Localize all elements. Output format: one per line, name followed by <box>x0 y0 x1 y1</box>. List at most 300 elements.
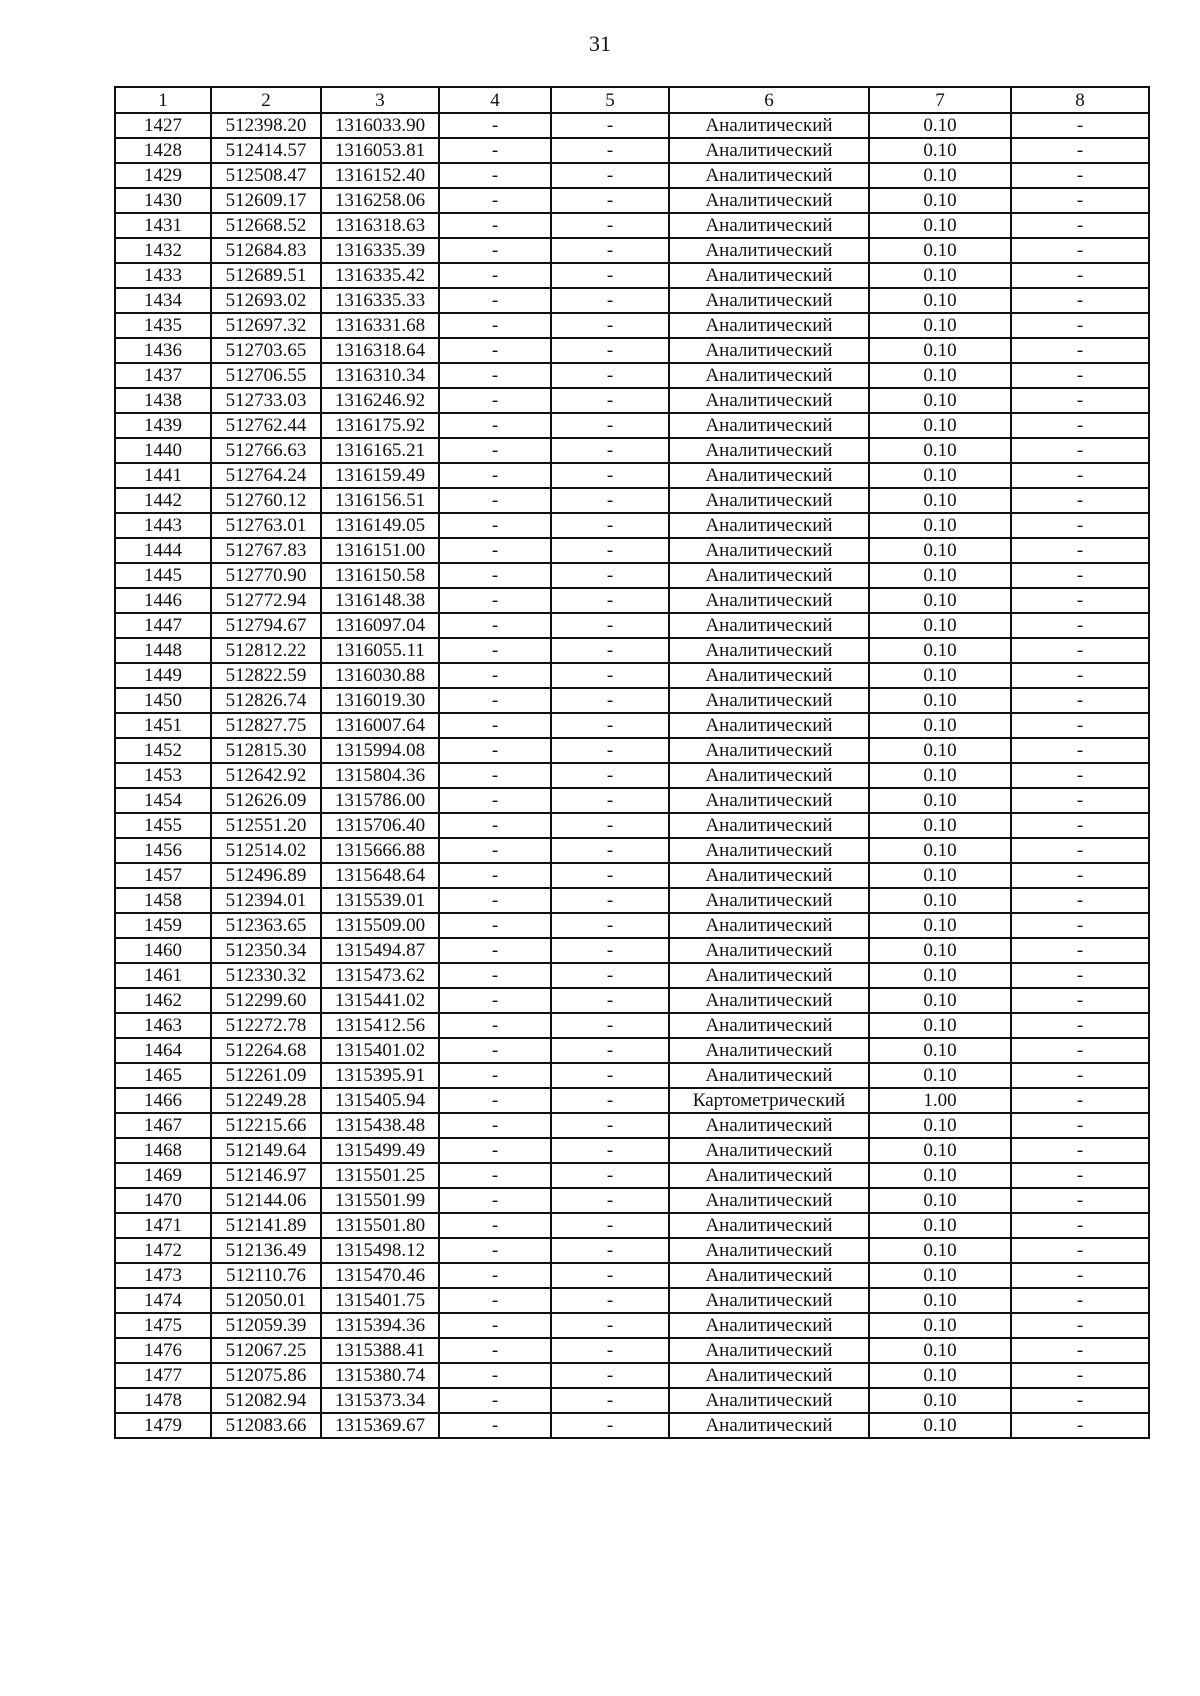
cell-point-number: 1473 <box>115 1263 211 1288</box>
table-row <box>115 1188 1149 1213</box>
cell-coordinate-x: 512693.02 <box>211 288 321 313</box>
table-row <box>115 1013 1149 1038</box>
cell-accuracy: 0.10 <box>869 588 1011 613</box>
cell-method: Аналитический <box>669 1413 869 1438</box>
table-row <box>115 1213 1149 1238</box>
cell-point-number: 1443 <box>115 513 211 538</box>
cell-point-number: 1430 <box>115 188 211 213</box>
cell-col-5: - <box>551 238 669 263</box>
cell-col-8: - <box>1011 538 1149 563</box>
cell-method: Аналитический <box>669 1038 869 1063</box>
table-row <box>115 138 1149 163</box>
cell-point-number: 1474 <box>115 1288 211 1313</box>
cell-col-5: - <box>551 138 669 163</box>
cell-point-number: 1452 <box>115 738 211 763</box>
table-row <box>115 988 1149 1013</box>
cell-accuracy: 0.10 <box>869 1063 1011 1088</box>
cell-col-4: - <box>439 1213 551 1238</box>
cell-accuracy: 0.10 <box>869 1188 1011 1213</box>
cell-point-number: 1462 <box>115 988 211 1013</box>
cell-coordinate-y: 1315499.49 <box>321 1138 439 1163</box>
cell-accuracy: 0.10 <box>869 713 1011 738</box>
cell-method: Аналитический <box>669 863 869 888</box>
cell-col-4: - <box>439 1313 551 1338</box>
cell-point-number: 1448 <box>115 638 211 663</box>
cell-coordinate-y: 1316055.11 <box>321 638 439 663</box>
cell-accuracy: 0.10 <box>869 263 1011 288</box>
cell-col-5: - <box>551 213 669 238</box>
cell-coordinate-x: 512496.89 <box>211 863 321 888</box>
cell-accuracy: 0.10 <box>869 438 1011 463</box>
cell-coordinate-x: 512075.86 <box>211 1363 321 1388</box>
cell-accuracy: 0.10 <box>869 313 1011 338</box>
cell-point-number: 1475 <box>115 1313 211 1338</box>
cell-accuracy: 0.10 <box>869 913 1011 938</box>
cell-col-4: - <box>439 513 551 538</box>
cell-col-4: - <box>439 488 551 513</box>
cell-method: Аналитический <box>669 1163 869 1188</box>
cell-accuracy: 0.10 <box>869 563 1011 588</box>
table-row <box>115 1263 1149 1288</box>
cell-coordinate-y: 1315373.34 <box>321 1388 439 1413</box>
cell-coordinate-x: 512261.09 <box>211 1063 321 1088</box>
cell-point-number: 1435 <box>115 313 211 338</box>
cell-col-4: - <box>439 1413 551 1438</box>
cell-coordinate-x: 512763.01 <box>211 513 321 538</box>
cell-col-4: - <box>439 1288 551 1313</box>
cell-accuracy: 0.10 <box>869 1338 1011 1363</box>
cell-method: Аналитический <box>669 188 869 213</box>
cell-method: Аналитический <box>669 1063 869 1088</box>
cell-accuracy: 0.10 <box>869 838 1011 863</box>
table-row <box>115 113 1149 138</box>
cell-col-8: - <box>1011 588 1149 613</box>
cell-col-5: - <box>551 1388 669 1413</box>
cell-method: Аналитический <box>669 1188 869 1213</box>
cell-col-5: - <box>551 713 669 738</box>
cell-col-5: - <box>551 1113 669 1138</box>
cell-col-4: - <box>439 1263 551 1288</box>
cell-point-number: 1445 <box>115 563 211 588</box>
table-row <box>115 1388 1149 1413</box>
cell-coordinate-y: 1315470.46 <box>321 1263 439 1288</box>
cell-accuracy: 0.10 <box>869 363 1011 388</box>
cell-col-8: - <box>1011 488 1149 513</box>
cell-method: Аналитический <box>669 763 869 788</box>
cell-col-5: - <box>551 538 669 563</box>
cell-method: Аналитический <box>669 1338 869 1363</box>
cell-method: Аналитический <box>669 388 869 413</box>
cell-accuracy: 0.10 <box>869 138 1011 163</box>
cell-coordinate-y: 1315395.91 <box>321 1063 439 1088</box>
cell-coordinate-y: 1315539.01 <box>321 888 439 913</box>
cell-coordinate-x: 512264.68 <box>211 1038 321 1063</box>
cell-accuracy: 0.10 <box>869 1413 1011 1438</box>
cell-col-4: - <box>439 1338 551 1363</box>
cell-col-4: - <box>439 213 551 238</box>
cell-method: Аналитический <box>669 888 869 913</box>
table-row <box>115 763 1149 788</box>
cell-method: Аналитический <box>669 1263 869 1288</box>
cell-accuracy: 0.10 <box>869 413 1011 438</box>
cell-coordinate-x: 512642.92 <box>211 763 321 788</box>
cell-accuracy: 0.10 <box>869 988 1011 1013</box>
cell-point-number: 1458 <box>115 888 211 913</box>
cell-accuracy: 0.10 <box>869 1313 1011 1338</box>
cell-coordinate-y: 1316152.40 <box>321 163 439 188</box>
table-row <box>115 838 1149 863</box>
cell-accuracy: 0.10 <box>869 538 1011 563</box>
cell-coordinate-y: 1316030.88 <box>321 663 439 688</box>
cell-coordinate-x: 512398.20 <box>211 113 321 138</box>
cell-accuracy: 0.10 <box>869 613 1011 638</box>
cell-col-8: - <box>1011 1213 1149 1238</box>
cell-col-8: - <box>1011 1263 1149 1288</box>
cell-point-number: 1477 <box>115 1363 211 1388</box>
cell-coordinate-x: 512050.01 <box>211 1288 321 1313</box>
cell-accuracy: 0.10 <box>869 888 1011 913</box>
cell-method: Аналитический <box>669 513 869 538</box>
cell-accuracy: 0.10 <box>869 1288 1011 1313</box>
header-cell: 1 <box>115 87 211 113</box>
cell-coordinate-x: 512764.24 <box>211 463 321 488</box>
cell-method: Аналитический <box>669 113 869 138</box>
cell-point-number: 1454 <box>115 788 211 813</box>
cell-col-5: - <box>551 663 669 688</box>
cell-col-5: - <box>551 988 669 1013</box>
cell-col-5: - <box>551 263 669 288</box>
cell-coordinate-y: 1316007.64 <box>321 713 439 738</box>
cell-method: Аналитический <box>669 288 869 313</box>
cell-col-5: - <box>551 1313 669 1338</box>
cell-col-4: - <box>439 938 551 963</box>
table-row <box>115 713 1149 738</box>
cell-point-number: 1437 <box>115 363 211 388</box>
cell-method: Аналитический <box>669 138 869 163</box>
table-row <box>115 613 1149 638</box>
table-row <box>115 463 1149 488</box>
table-row <box>115 738 1149 763</box>
cell-col-4: - <box>439 138 551 163</box>
cell-method: Аналитический <box>669 413 869 438</box>
cell-accuracy: 0.10 <box>869 1388 1011 1413</box>
table-row <box>115 1038 1149 1063</box>
table-body <box>115 113 1149 1438</box>
table-row <box>115 1163 1149 1188</box>
cell-col-8: - <box>1011 913 1149 938</box>
table-row <box>115 1338 1149 1363</box>
cell-point-number: 1457 <box>115 863 211 888</box>
cell-col-5: - <box>551 1238 669 1263</box>
cell-point-number: 1456 <box>115 838 211 863</box>
cell-coordinate-x: 512141.89 <box>211 1213 321 1238</box>
cell-method: Аналитический <box>669 538 869 563</box>
cell-col-5: - <box>551 388 669 413</box>
cell-point-number: 1453 <box>115 763 211 788</box>
cell-col-4: - <box>439 763 551 788</box>
cell-col-8: - <box>1011 188 1149 213</box>
cell-col-5: - <box>551 963 669 988</box>
cell-point-number: 1472 <box>115 1238 211 1263</box>
cell-col-5: - <box>551 113 669 138</box>
cell-col-4: - <box>439 1038 551 1063</box>
cell-point-number: 1441 <box>115 463 211 488</box>
table-row <box>115 288 1149 313</box>
header-cell: 8 <box>1011 87 1149 113</box>
cell-coordinate-y: 1316335.39 <box>321 238 439 263</box>
cell-coordinate-x: 512299.60 <box>211 988 321 1013</box>
table-row <box>115 1313 1149 1338</box>
table-row <box>115 313 1149 338</box>
coordinates-table <box>114 86 1150 1439</box>
cell-col-8: - <box>1011 288 1149 313</box>
cell-col-8: - <box>1011 388 1149 413</box>
table-row <box>115 1138 1149 1163</box>
cell-col-5: - <box>551 513 669 538</box>
table-row <box>115 638 1149 663</box>
cell-coordinate-x: 512609.17 <box>211 188 321 213</box>
cell-col-8: - <box>1011 1238 1149 1263</box>
cell-coordinate-y: 1316318.64 <box>321 338 439 363</box>
cell-coordinate-y: 1315994.08 <box>321 738 439 763</box>
cell-point-number: 1468 <box>115 1138 211 1163</box>
cell-point-number: 1433 <box>115 263 211 288</box>
cell-col-8: - <box>1011 1063 1149 1088</box>
cell-coordinate-x: 512822.59 <box>211 663 321 688</box>
cell-col-4: - <box>439 713 551 738</box>
cell-coordinate-y: 1316148.38 <box>321 588 439 613</box>
cell-coordinate-x: 512394.01 <box>211 888 321 913</box>
cell-col-4: - <box>439 288 551 313</box>
cell-point-number: 1429 <box>115 163 211 188</box>
cell-coordinate-x: 512146.97 <box>211 1163 321 1188</box>
cell-col-8: - <box>1011 338 1149 363</box>
cell-col-8: - <box>1011 563 1149 588</box>
table-row <box>115 813 1149 838</box>
cell-method: Аналитический <box>669 213 869 238</box>
cell-col-5: - <box>551 688 669 713</box>
header-cell: 7 <box>869 87 1011 113</box>
cell-col-4: - <box>439 988 551 1013</box>
cell-col-8: - <box>1011 1088 1149 1113</box>
cell-coordinate-y: 1315441.02 <box>321 988 439 1013</box>
cell-col-5: - <box>551 813 669 838</box>
cell-coordinate-y: 1315501.25 <box>321 1163 439 1188</box>
cell-col-8: - <box>1011 113 1149 138</box>
table-row <box>115 588 1149 613</box>
table-row <box>115 1088 1149 1113</box>
table-row <box>115 788 1149 813</box>
cell-coordinate-y: 1316258.06 <box>321 188 439 213</box>
cell-col-4: - <box>439 1113 551 1138</box>
cell-col-8: - <box>1011 613 1149 638</box>
cell-col-5: - <box>551 863 669 888</box>
cell-col-8: - <box>1011 638 1149 663</box>
cell-coordinate-y: 1316149.05 <box>321 513 439 538</box>
cell-point-number: 1442 <box>115 488 211 513</box>
cell-point-number: 1449 <box>115 663 211 688</box>
cell-col-4: - <box>439 638 551 663</box>
cell-point-number: 1427 <box>115 113 211 138</box>
cell-col-4: - <box>439 413 551 438</box>
cell-point-number: 1428 <box>115 138 211 163</box>
cell-col-8: - <box>1011 263 1149 288</box>
cell-accuracy: 0.10 <box>869 738 1011 763</box>
cell-col-8: - <box>1011 1363 1149 1388</box>
cell-accuracy: 0.10 <box>869 1013 1011 1038</box>
cell-coordinate-y: 1316175.92 <box>321 413 439 438</box>
cell-col-4: - <box>439 388 551 413</box>
cell-point-number: 1479 <box>115 1413 211 1438</box>
cell-col-4: - <box>439 263 551 288</box>
cell-col-4: - <box>439 563 551 588</box>
cell-col-5: - <box>551 288 669 313</box>
cell-coordinate-y: 1315369.67 <box>321 1413 439 1438</box>
cell-coordinate-y: 1316150.58 <box>321 563 439 588</box>
cell-accuracy: 0.10 <box>869 388 1011 413</box>
table-row <box>115 413 1149 438</box>
cell-col-8: - <box>1011 1188 1149 1213</box>
cell-col-5: - <box>551 1188 669 1213</box>
cell-col-5: - <box>551 1338 669 1363</box>
cell-col-4: - <box>439 1138 551 1163</box>
cell-col-5: - <box>551 588 669 613</box>
cell-col-4: - <box>439 163 551 188</box>
cell-method: Аналитический <box>669 913 869 938</box>
table-row <box>115 888 1149 913</box>
cell-method: Аналитический <box>669 813 869 838</box>
cell-coordinate-y: 1316156.51 <box>321 488 439 513</box>
cell-col-5: - <box>551 1038 669 1063</box>
cell-col-8: - <box>1011 813 1149 838</box>
cell-col-8: - <box>1011 363 1149 388</box>
cell-coordinate-y: 1316053.81 <box>321 138 439 163</box>
cell-col-8: - <box>1011 788 1149 813</box>
cell-col-5: - <box>551 463 669 488</box>
page-number: 31 <box>589 31 611 56</box>
cell-point-number: 1451 <box>115 713 211 738</box>
cell-accuracy: 0.10 <box>869 488 1011 513</box>
cell-coordinate-x: 512149.64 <box>211 1138 321 1163</box>
cell-accuracy: 0.10 <box>869 463 1011 488</box>
cell-point-number: 1450 <box>115 688 211 713</box>
cell-col-4: - <box>439 613 551 638</box>
cell-coordinate-x: 512136.49 <box>211 1238 321 1263</box>
cell-accuracy: 0.10 <box>869 1263 1011 1288</box>
cell-point-number: 1455 <box>115 813 211 838</box>
cell-method: Аналитический <box>669 688 869 713</box>
cell-col-5: - <box>551 763 669 788</box>
cell-col-5: - <box>551 413 669 438</box>
cell-col-8: - <box>1011 763 1149 788</box>
cell-coordinate-y: 1315494.87 <box>321 938 439 963</box>
cell-col-4: - <box>439 1063 551 1088</box>
cell-col-5: - <box>551 638 669 663</box>
cell-method: Аналитический <box>669 1388 869 1413</box>
cell-coordinate-y: 1316335.33 <box>321 288 439 313</box>
cell-method: Аналитический <box>669 963 869 988</box>
cell-col-8: - <box>1011 1313 1149 1338</box>
cell-point-number: 1432 <box>115 238 211 263</box>
cell-col-8: - <box>1011 1388 1149 1413</box>
cell-method: Аналитический <box>669 738 869 763</box>
table-row <box>115 688 1149 713</box>
cell-method: Аналитический <box>669 238 869 263</box>
cell-col-4: - <box>439 238 551 263</box>
cell-method: Аналитический <box>669 1013 869 1038</box>
cell-coordinate-x: 512767.83 <box>211 538 321 563</box>
cell-col-8: - <box>1011 463 1149 488</box>
cell-coordinate-y: 1316159.49 <box>321 463 439 488</box>
cell-point-number: 1438 <box>115 388 211 413</box>
cell-coordinate-x: 512826.74 <box>211 688 321 713</box>
cell-point-number: 1440 <box>115 438 211 463</box>
cell-accuracy: 0.10 <box>869 163 1011 188</box>
cell-method: Аналитический <box>669 1288 869 1313</box>
cell-coordinate-y: 1315501.80 <box>321 1213 439 1238</box>
table-row <box>115 1363 1149 1388</box>
cell-point-number: 1460 <box>115 938 211 963</box>
cell-coordinate-y: 1315509.00 <box>321 913 439 938</box>
cell-accuracy: 0.10 <box>869 688 1011 713</box>
cell-method: Аналитический <box>669 638 869 663</box>
cell-coordinate-x: 512770.90 <box>211 563 321 588</box>
cell-coordinate-x: 512059.39 <box>211 1313 321 1338</box>
cell-accuracy: 1.00 <box>869 1088 1011 1113</box>
cell-coordinate-x: 512668.52 <box>211 213 321 238</box>
cell-coordinate-y: 1315412.56 <box>321 1013 439 1038</box>
cell-method: Аналитический <box>669 1313 869 1338</box>
cell-col-8: - <box>1011 1338 1149 1363</box>
cell-coordinate-y: 1315648.64 <box>321 863 439 888</box>
cell-coordinate-x: 512772.94 <box>211 588 321 613</box>
cell-col-4: - <box>439 738 551 763</box>
cell-coordinate-x: 512689.51 <box>211 263 321 288</box>
cell-accuracy: 0.10 <box>869 813 1011 838</box>
cell-col-5: - <box>551 1163 669 1188</box>
cell-point-number: 1470 <box>115 1188 211 1213</box>
cell-col-5: - <box>551 1138 669 1163</box>
cell-col-4: - <box>439 963 551 988</box>
cell-col-8: - <box>1011 1013 1149 1038</box>
cell-method: Аналитический <box>669 463 869 488</box>
cell-point-number: 1439 <box>115 413 211 438</box>
cell-point-number: 1469 <box>115 1163 211 1188</box>
cell-col-8: - <box>1011 413 1149 438</box>
cell-col-4: - <box>439 1188 551 1213</box>
cell-coordinate-y: 1315438.48 <box>321 1113 439 1138</box>
cell-col-5: - <box>551 838 669 863</box>
table-row <box>115 1288 1149 1313</box>
cell-point-number: 1436 <box>115 338 211 363</box>
cell-col-4: - <box>439 438 551 463</box>
cell-col-5: - <box>551 913 669 938</box>
cell-accuracy: 0.10 <box>869 188 1011 213</box>
cell-coordinate-x: 512706.55 <box>211 363 321 388</box>
cell-coordinate-x: 512733.03 <box>211 388 321 413</box>
cell-accuracy: 0.10 <box>869 788 1011 813</box>
cell-coordinate-y: 1315666.88 <box>321 838 439 863</box>
cell-point-number: 1465 <box>115 1063 211 1088</box>
cell-col-8: - <box>1011 513 1149 538</box>
cell-coordinate-x: 512762.44 <box>211 413 321 438</box>
cell-col-8: - <box>1011 163 1149 188</box>
cell-coordinate-x: 512330.32 <box>211 963 321 988</box>
cell-accuracy: 0.10 <box>869 763 1011 788</box>
cell-col-5: - <box>551 1013 669 1038</box>
table-row <box>115 538 1149 563</box>
cell-coordinate-y: 1315786.00 <box>321 788 439 813</box>
